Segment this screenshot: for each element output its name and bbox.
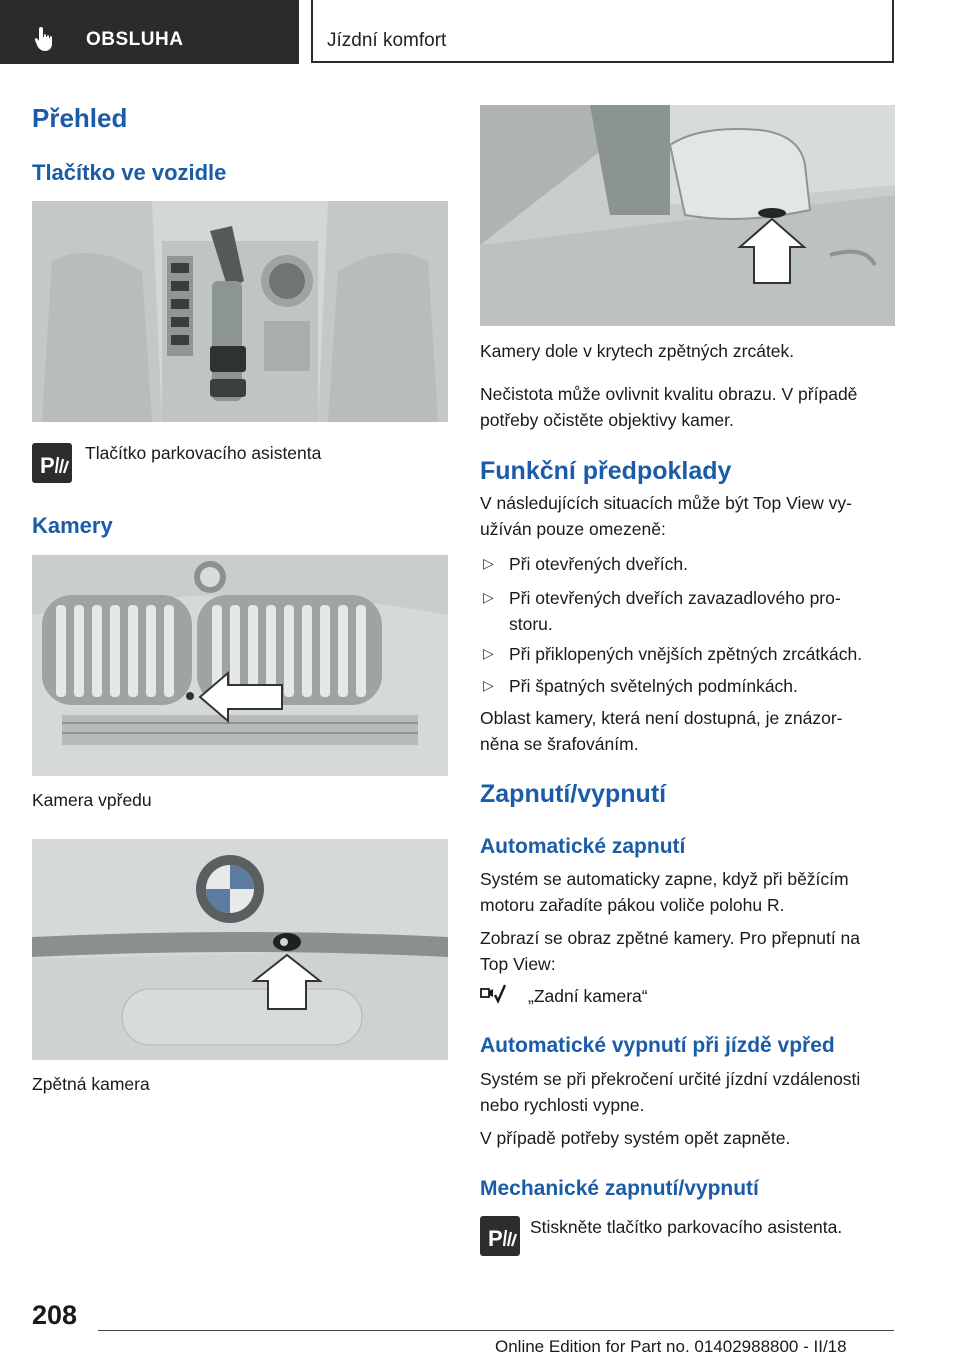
auto-on-text2-line-2: Top View: — [480, 954, 556, 974]
onoff-heading: Zapnutí/vypnutí — [480, 780, 667, 808]
auto-off-line-1: Systém se při překročení určité jízdní vzdálenosti — [480, 1069, 861, 1089]
svg-text:P: P — [488, 1226, 503, 1251]
auto-off-text2: V případě potřeby systém opět zapněte. — [480, 1128, 791, 1148]
bullet-triangle-icon: ▷ — [483, 645, 494, 661]
rear-camera-icon — [480, 983, 506, 1005]
hatched-note — [480, 705, 843, 757]
pointing-hand-icon — [34, 26, 56, 52]
bullet-triangle-icon: ▷ — [483, 677, 494, 693]
auto-on-line-2: motoru zařadíte pákou voliče polohu R. — [480, 895, 785, 915]
parking-assist-icon — [32, 443, 72, 483]
page-title: Přehled — [32, 103, 128, 133]
auto-on-text — [480, 866, 849, 918]
auto-on-text2 — [480, 925, 860, 977]
mirror-camera-photo — [480, 105, 895, 326]
prereq-intro — [480, 490, 852, 542]
parking-assist-icon — [480, 1216, 520, 1256]
rear-camera-menu-item: „Zadní kamera“ — [528, 986, 648, 1006]
auto-on-text2-line-1: Zobrazí se obraz zpětné kamery. Pro přepnutí na — [480, 928, 861, 948]
manual-text: Stiskněte tlačítko parkovacího asistenta. — [530, 1217, 843, 1237]
chapter-tab — [311, 0, 894, 63]
bullet-triangle-icon: ▷ — [483, 555, 494, 571]
section-tab — [0, 0, 299, 64]
chapter-label: Jízdní komfort — [327, 30, 447, 51]
rear-camera-caption: Zpětná kamera — [32, 1074, 150, 1094]
gear-selector-photo — [32, 201, 448, 422]
auto-off-heading: Automatické vypnutí při jízdě vpřed — [480, 1034, 835, 1057]
bullet-item-2-line-2: storu. — [509, 614, 553, 634]
button-heading: Tlačítko ve vozidle — [32, 160, 227, 185]
bullet-item-2-line-1: Při otevřených dveřích zavazadlového pro‐ — [509, 588, 841, 608]
prereq-heading: Funkční předpoklady — [480, 457, 732, 485]
mirror-caption: Kamery dole v krytech zpětných zrcátek. — [480, 341, 795, 361]
bullet-item-4: Při špatných světelných podmínkách. — [509, 676, 798, 696]
bullet-item-3: Při přiklopených vnějších zpětných zrcátkách. — [509, 644, 863, 664]
rear-camera-photo — [32, 839, 448, 1060]
manual-heading: Mechanické zapnutí/vypnutí — [480, 1177, 759, 1200]
auto-on-line-1: Systém se automaticky zapne, když při běžícím — [480, 869, 849, 889]
auto-off-text — [480, 1066, 860, 1118]
section-label: OBSLUHA — [86, 29, 184, 50]
front-camera-photo — [32, 555, 448, 776]
prereq-intro-line-2: užíván pouze omezeně: — [480, 519, 666, 539]
front-camera-caption: Kamera vpředu — [32, 790, 152, 810]
hatched-note-line-1: Oblast kamery, která není dostupná, je znázor‐ — [480, 708, 843, 728]
bullet-item-1: Při otevřených dveřích. — [509, 554, 688, 574]
cameras-heading: Kamery — [32, 513, 113, 538]
prereq-intro-line-1: V následujících situacích může být Top View vy‐ — [480, 493, 852, 513]
auto-off-line-2: nebo rychlosti vypne. — [480, 1095, 645, 1115]
dirt-note-line-1: Nečistota může ovlivnit kvalitu obrazu. V případě — [480, 384, 858, 404]
dirt-note-line-2: potřeby očistěte objektivy kamer. — [480, 410, 734, 430]
footer-divider — [98, 1330, 894, 1331]
bullet-triangle-icon: ▷ — [483, 589, 494, 605]
auto-on-heading: Automatické zapnutí — [480, 835, 686, 858]
dirt-note — [480, 381, 857, 433]
svg-text:P: P — [40, 453, 55, 478]
bullet-item-2 — [509, 585, 841, 637]
edition-note: Online Edition for Part no. 01402988800 - II/18 — [495, 1337, 847, 1356]
page-number: 208 — [32, 1300, 78, 1330]
button-caption: Tlačítko parkovacího asistenta — [85, 443, 322, 463]
hatched-note-line-2: něna se šrafováním. — [480, 734, 639, 754]
